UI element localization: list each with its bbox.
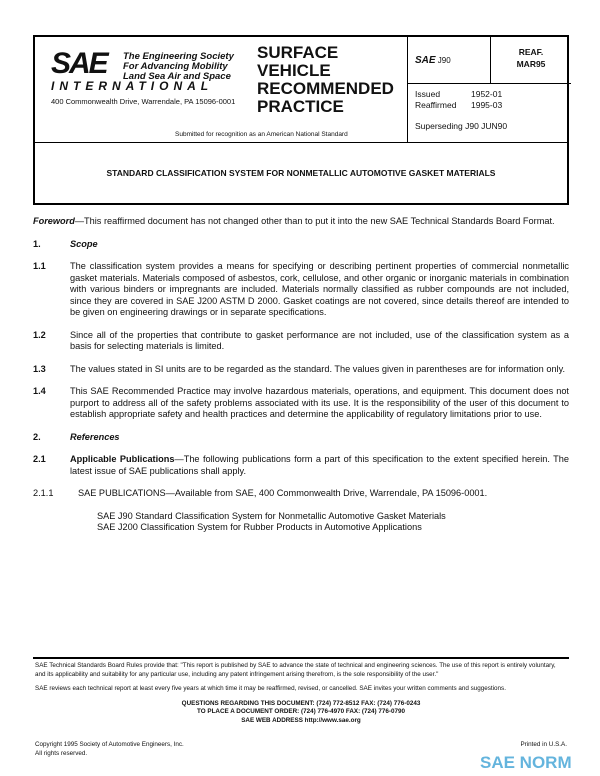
paragraph-text: This SAE Recommended Practice may involve hazardous materials, operations, and equipment. This document does not purport to address all of the safety problems associated with its use. It is the responsibility of the user of this document to establish appropriate safety and health practices and determine the applicability of regulatory limitations prior to use. [70,386,569,419]
reaf-label [493,46,569,70]
section-title: Scope [70,238,98,249]
tagline-line: For Advancing Mobility [123,61,228,72]
footer-rules: SAE Technical Standards Board Rules provide that: "This report is published by SAE to advance the state of technical and engineering sciences. The use of this report is entirely voluntary, and its applicability and suitability for any particular use, including any patent infringement arising therefrom, is the sole responsibility of the user." [35,662,556,678]
footer [35,662,567,725]
rights-line: All rights reserved. [35,749,88,757]
foreword-text: —This reaffirmed document has not changed other than to put it into the new SAE Technical Standards Board Format. [74,216,555,226]
web-address: SAE WEB ADDRESS http://www.sae.org [241,716,361,724]
divider [490,37,491,83]
copyright-line: Copyright 1995 Society of Automotive Engineers, Inc. [35,741,184,748]
paragraph-text: SAE PUBLICATIONS—Available from SAE, 400 Commonwealth Drive, Warrendale, PA 15096-0001. [78,488,488,498]
address: 400 Commonwealth Drive, Warrendale, PA 15096-0001 [51,97,236,106]
foreword [33,216,569,228]
reaf-line: MAR95 [516,59,546,69]
paragraph-text: —The following publications form a part of this specification to the extent specified herein. The latest issue of SAE publications shall apply. [70,454,570,476]
section-number: 1.4 [33,386,46,396]
paragraph [33,330,569,353]
sae-logo: SAE [51,47,107,80]
submitted-note: Submitted for recognition as an American National Standard [175,131,348,138]
paragraph-text: Since all of the properties that contribute to gasket performance are not included, use of the classification system as a basis for selecting materials is limited. [70,329,569,351]
sae-norm-watermark: SAE NORM [480,753,572,772]
tagline-line: Land Sea Air and Space [123,71,231,82]
document-type [257,44,394,116]
copyright [35,741,184,758]
foreword-label: Foreword [33,216,75,226]
doc-type-line: RECOMMENDED [257,79,394,98]
issue-dates [415,89,527,111]
issued-label: Issued [415,89,441,99]
paragraph-text: The classification system provides a means for specifying or describing pertinent properties of commercial nonmetallic gasket materials. Materials composed of asbestos, cork, cellulose, and other organic or inorganic materials in combination with various binders or impregnants are included. Materials normally classified as rubber compounds are not included, since they are covered in SAE J200 ASTM D 2000. Gasket coatings are not covered, since details thereof are intended to be given on engineering drawings or in separate specifications. [70,261,569,317]
divider [407,37,408,143]
section-number: 1.2 [33,329,46,340]
document-header [33,35,569,143]
doc-number [415,55,451,66]
order-line: TO PLACE A DOCUMENT ORDER: (724) 776-4970 FAX: (724) 776-0790 [197,708,405,715]
divider [407,83,571,84]
paragraph-bold: Applicable Publications [70,454,175,464]
section-number: 2.1 [33,454,46,464]
sae-small-logo: SAE [415,55,436,66]
section-number: 1. [33,238,41,249]
doc-type-line: VEHICLE [257,61,331,80]
questions-line: QUESTIONS REGARDING THIS DOCUMENT: (724) 772-8512 FAX: (724) 776-0243 [181,699,421,707]
reaf-line: REAF. [518,47,544,57]
section-number: 2.1.1 [33,488,54,498]
title-text: STANDARD CLASSIFICATION SYSTEM FOR NONMETALLIC AUTOMOTIVE GASKET MATERIALS [106,168,496,178]
doc-type-line: PRACTICE [257,97,344,116]
section-number: 1.3 [33,363,46,374]
section-heading [33,239,569,251]
contact-info [35,700,567,726]
section-number: 2. [33,431,41,442]
section-title: References [70,431,120,442]
reference-item: SAE J90 Standard Classification System for Nonmetallic Automotive Gasket Materials [97,510,446,521]
document-body [33,216,569,534]
paragraph [33,261,569,319]
superseding: Superseding J90 JUN90 [415,121,508,131]
printed-in: Printed in U.S.A. [520,741,567,748]
section-heading [33,432,569,444]
reference-item: SAE J200 Classification System for Rubber Products in Automotive Applications [97,522,422,532]
footer-rule [33,657,569,659]
tagline-line: The Engineering Society [123,51,234,62]
international-label: INTERNATIONAL [51,79,214,93]
reaffirmed-label: Reaffirmed [415,100,457,110]
footer-review: SAE reviews each technical report at least every five years at which time it may be reaffirmed, revised, or cancelled. SAE invites your written comments and suggestions. [35,685,506,692]
section-number: 1.1 [33,261,46,271]
paragraph [33,364,569,376]
reaffirmed-date: 1995-03 [471,100,503,110]
paragraph [33,488,569,500]
paragraph [33,454,569,477]
society-tagline [123,52,234,82]
issued-date: 1952-01 [471,89,503,99]
paragraph-text: The values stated in SI units are to be regarded as the standard. The values given in parentheses are for information only. [70,363,566,374]
doc-type-line: SURFACE [257,43,339,62]
doc-number-text: J90 [437,56,451,65]
document-title [33,143,569,205]
paragraph [33,386,569,421]
